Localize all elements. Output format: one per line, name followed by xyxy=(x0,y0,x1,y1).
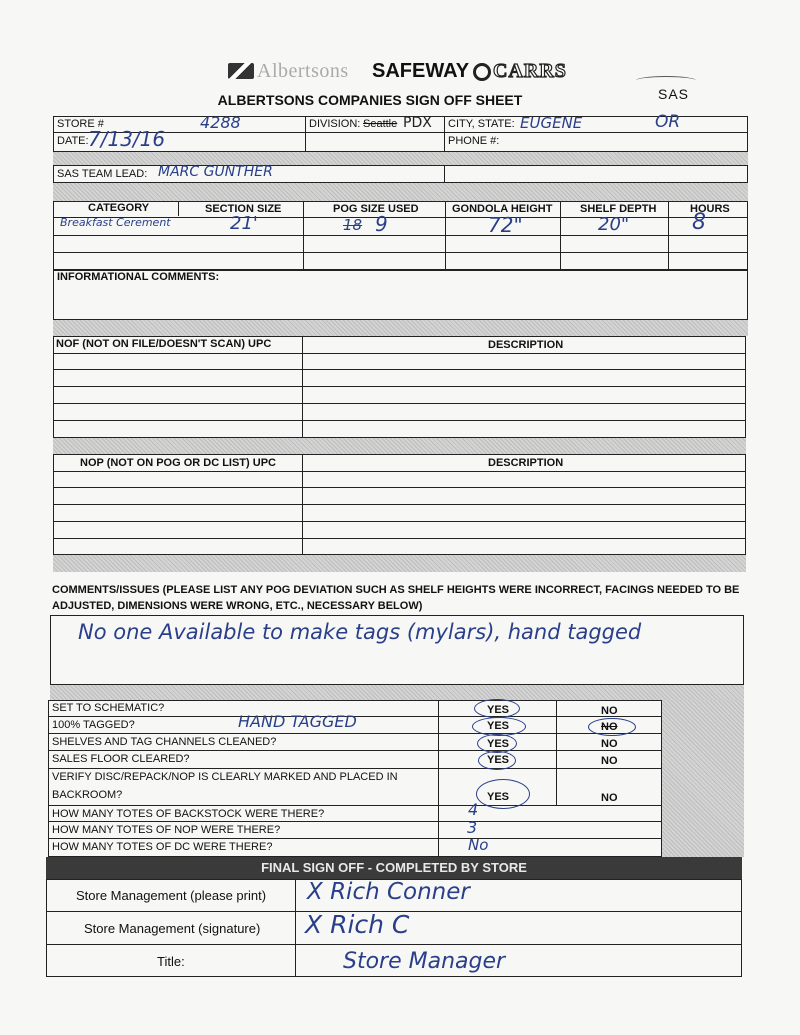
hand-tagged-note[interactable]: HAND TAGGED xyxy=(238,712,357,731)
phone-label: PHONE #: xyxy=(448,135,500,147)
comments-label-line2: ADJUSTED, DIMENSIONS WERE WRONG, ETC., NECESSARY BELOW) xyxy=(52,600,423,612)
safeway-s-icon xyxy=(473,63,491,81)
col-shelf-depth-header: SHELF DEPTH xyxy=(580,203,657,215)
sas-logo: SAS xyxy=(630,72,710,106)
no-set-to-schematic[interactable]: NO xyxy=(601,705,618,717)
final-sign-off-header: FINAL SIGN OFF - COMPLETED BY STORE xyxy=(46,857,742,879)
yes-set-to-schematic[interactable]: YES xyxy=(487,704,510,716)
nop-description-header: DESCRIPTION xyxy=(488,457,564,469)
dc-totes-value[interactable]: No xyxy=(468,836,489,854)
nop-totes-value[interactable]: 3 xyxy=(467,818,478,837)
question-shelves-cleaned: SHELVES AND TAG CHANNELS CLEANED? xyxy=(52,736,277,748)
city-state-label: CITY, STATE: xyxy=(448,118,515,130)
col-section-size-header: SECTION SIZE xyxy=(205,203,282,215)
date-value[interactable]: 7/13/16 xyxy=(88,127,166,151)
question-backstock-totes: HOW MANY TOTES OF BACKSTOCK WERE THERE? xyxy=(52,808,325,820)
nop-upc-header: NOP (NOT ON POG OR DC LIST) UPC xyxy=(80,457,276,469)
shaded-divider xyxy=(53,438,746,454)
yes-sales-floor-cleared[interactable]: YES xyxy=(487,754,510,766)
page-title: ALBERTSONS COMPANIES SIGN OFF SHEET xyxy=(217,92,523,108)
team-lead-label: SAS TEAM LEAD: xyxy=(57,168,148,180)
yes-100-tagged[interactable]: YES xyxy=(487,720,510,732)
state-value[interactable]: OR xyxy=(655,112,681,132)
carrs-logo: CARRS xyxy=(493,60,567,82)
store-management-signature-value[interactable]: X Rich C xyxy=(305,910,410,939)
store-management-print-label: Store Management (please print) xyxy=(76,888,267,903)
no-circle-mark xyxy=(588,718,636,736)
nof-table xyxy=(53,336,746,438)
yes-circle-mark xyxy=(478,751,516,770)
shaded-divider xyxy=(53,555,746,572)
yes-circle-mark xyxy=(474,699,520,718)
yes-circle-mark xyxy=(476,779,530,809)
division-value[interactable]: PDX xyxy=(403,115,432,131)
col-category-header: CATEGORY xyxy=(88,202,150,214)
question-verify-disc: VERIFY DISC/REPACK/NOP IS CLEARLY MARKED AND PLACED IN xyxy=(52,771,398,783)
backstock-totes-value[interactable]: 4 xyxy=(468,800,479,819)
team-lead-value[interactable]: MARC GUNTHER xyxy=(158,164,273,180)
store-management-signature-label: Store Management (signature) xyxy=(84,921,261,936)
store-value[interactable]: 4288 xyxy=(200,113,241,132)
category-value[interactable]: Breakfast Cerement xyxy=(60,216,171,229)
albertsons-logo: Albertsons xyxy=(228,60,349,83)
sas-swoosh-icon xyxy=(636,76,696,85)
title-label: Title: xyxy=(157,954,185,969)
division-label: DIVISION: xyxy=(309,118,361,130)
question-dc-totes: HOW MANY TOTES OF DC WERE THERE? xyxy=(52,841,273,853)
nof-description-header: DESCRIPTION xyxy=(488,339,564,351)
pog-struck-value: 18 xyxy=(343,216,363,234)
question-100-tagged: 100% TAGGED? xyxy=(52,719,135,731)
hours-value[interactable]: 8 xyxy=(692,210,706,235)
gondola-value[interactable]: 72" xyxy=(488,213,523,237)
date-label: DATE: xyxy=(57,135,89,147)
question-nop-totes: HOW MANY TOTES OF NOP WERE THERE? xyxy=(52,824,281,836)
albertsons-mark-icon xyxy=(228,63,254,79)
comments-label-line1: COMMENTS/ISSUES (PLEASE LIST ANY POG DEVIATION SUCH AS SHELF HEIGHTS WERE INCORRECT, FACINGS NEEDED TO BE xyxy=(52,584,740,596)
shaded-divider xyxy=(53,183,748,201)
nof-upc-header: NOF (NOT ON FILE/DOESN'T SCAN) UPC xyxy=(56,338,272,350)
yes-verify-disc[interactable]: YES xyxy=(487,791,510,803)
shaded-divider xyxy=(53,320,748,336)
checklist-shaded-column xyxy=(662,700,744,857)
col-pog-size-header: POG SIZE USED xyxy=(333,203,419,215)
shaded-divider xyxy=(50,685,744,700)
pog-value[interactable]: 9 xyxy=(375,212,388,236)
col-hours-header: HOURS xyxy=(690,203,730,215)
no-shelves-cleaned[interactable]: NO xyxy=(601,738,618,750)
no-100-tagged[interactable]: NO xyxy=(601,721,618,733)
question-sales-floor-cleared: SALES FLOOR CLEARED? xyxy=(52,753,190,765)
title-value[interactable]: Store Manager xyxy=(343,949,506,974)
informational-comments-label: INFORMATIONAL COMMENTS: xyxy=(57,271,220,283)
shelf-depth-value[interactable]: 20" xyxy=(598,214,630,235)
store-management-print-value[interactable]: X Rich Conner xyxy=(307,879,470,905)
yes-shelves-cleaned[interactable]: YES xyxy=(487,738,510,750)
no-sales-floor-cleared[interactable]: NO xyxy=(601,755,618,767)
store-label: STORE # xyxy=(57,118,104,130)
section-size-value[interactable]: 21' xyxy=(230,213,258,234)
col-gondola-header: GONDOLA HEIGHT xyxy=(452,203,553,215)
safeway-logo: SAFEWAY xyxy=(372,60,491,83)
comments-value[interactable]: No one Available to make tags (mylars), hand tagged xyxy=(78,620,642,644)
no-verify-disc[interactable]: NO xyxy=(601,792,618,804)
question-verify-disc-line2: BACKROOM? xyxy=(52,789,123,801)
division-printed: Seattle xyxy=(363,118,398,130)
question-set-to-schematic: SET TO SCHEMATIC? xyxy=(52,702,165,714)
city-value[interactable]: EUGENE xyxy=(520,114,583,132)
